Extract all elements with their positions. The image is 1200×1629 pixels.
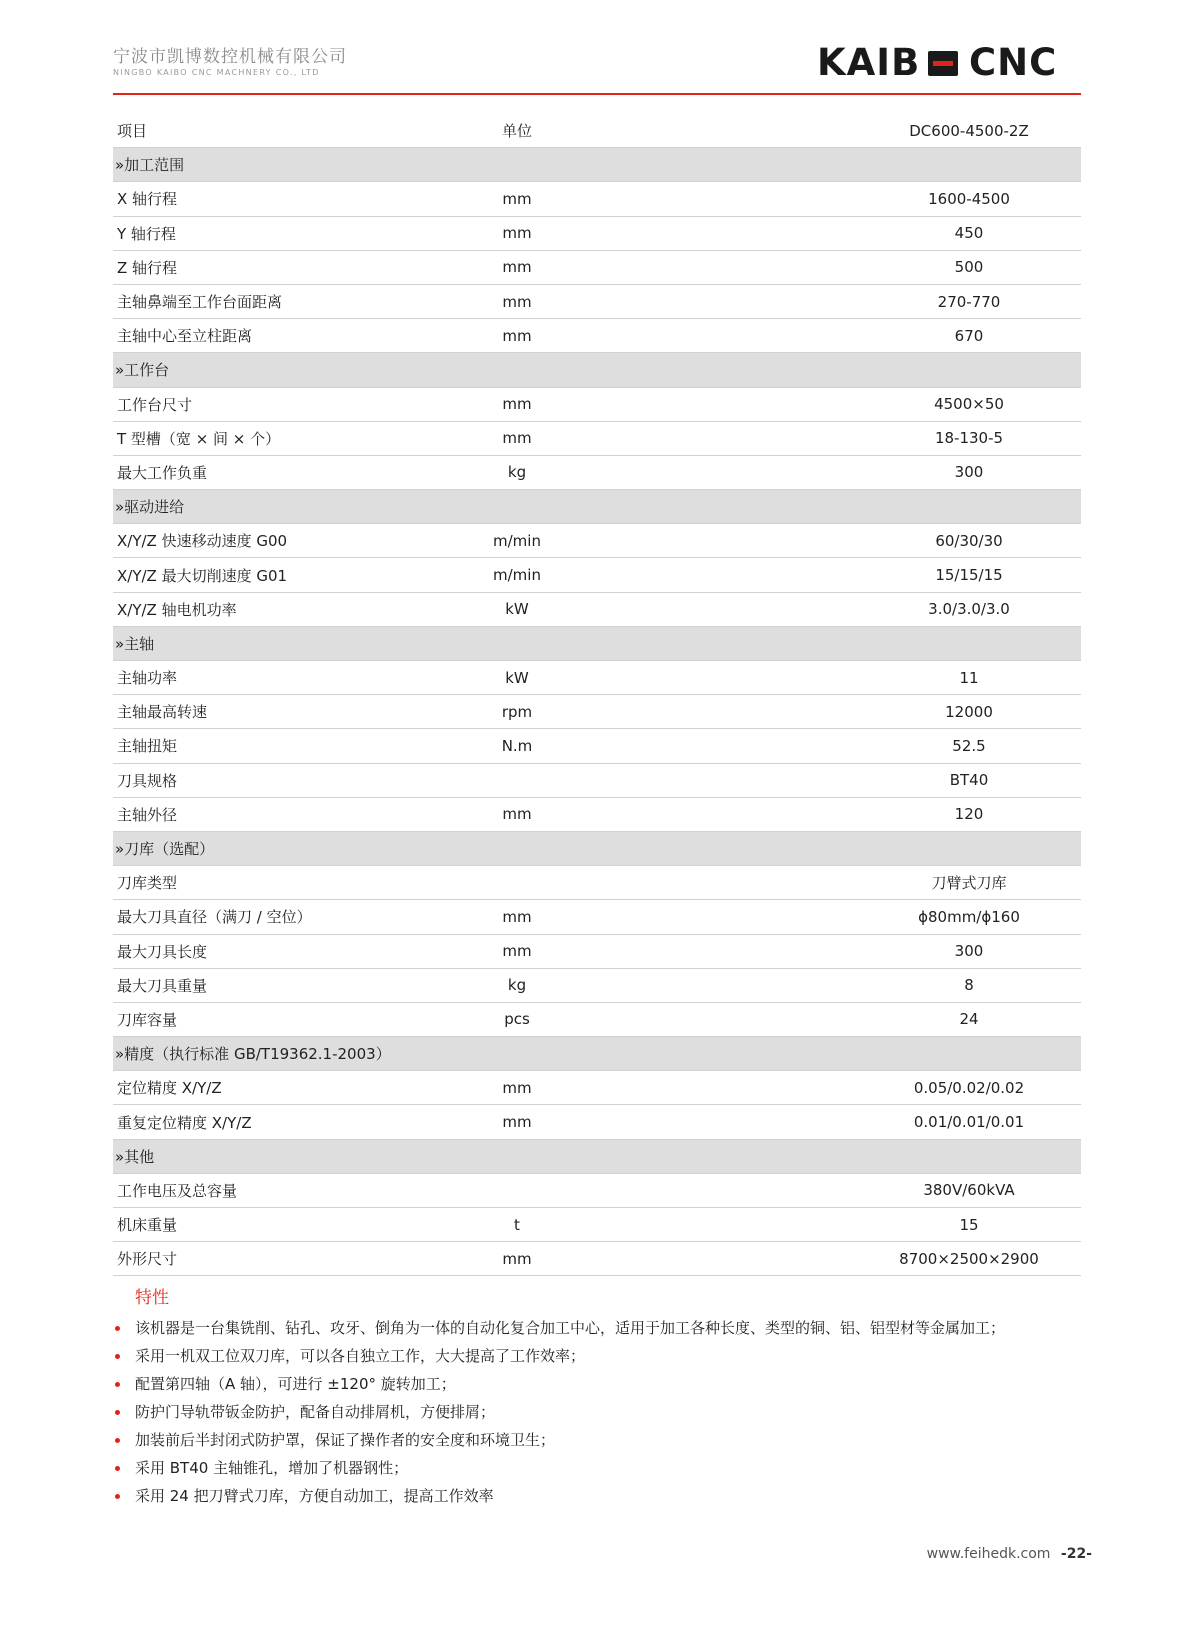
spec-unit: mm (417, 1071, 617, 1105)
spec-item: X 轴行程 (113, 182, 417, 216)
spec-value: 11 (617, 661, 1081, 695)
spec-unit: kg (417, 968, 617, 1002)
feature-text: 防护门导轨带钣金防护，配备自动排屑机，方便排屑； (135, 1403, 496, 1421)
bullet-icon (115, 1326, 120, 1331)
spec-value: 300 (617, 934, 1081, 968)
table-row (113, 900, 1081, 934)
section-fill (417, 1139, 617, 1173)
spec-item: X/Y/Z 轴电机功率 (113, 592, 417, 626)
feature-item (113, 1342, 1005, 1370)
spec-unit (417, 866, 617, 900)
spec-unit (417, 763, 617, 797)
section-label: »刀库（选配） (113, 831, 417, 865)
section-label: »驱动进给 (113, 490, 417, 524)
page-footer (927, 1546, 1092, 1562)
spec-item: Y 轴行程 (113, 216, 417, 250)
spec-item: 主轴中心至立柱距离 (113, 319, 417, 353)
table-row (113, 797, 1081, 831)
svg-text:CNC: CNC (969, 42, 1058, 82)
bullet-icon (115, 1382, 120, 1387)
spec-value: 500 (617, 250, 1081, 284)
spec-item: 刀库类型 (113, 866, 417, 900)
spec-value: 120 (617, 797, 1081, 831)
spec-value: 0.01/0.01/0.01 (617, 1105, 1081, 1139)
spec-item: 工作台尺寸 (113, 387, 417, 421)
section-header-row (113, 1037, 1081, 1071)
company-name-cn: 宁波市凯博数控机械有限公司 (113, 47, 347, 67)
spec-unit: mm (417, 797, 617, 831)
spec-item: X/Y/Z 快速移动速度 G00 (113, 524, 417, 558)
table-row (113, 695, 1081, 729)
kaibo-cnc-logo (817, 42, 1079, 82)
spec-unit: mm (417, 284, 617, 318)
section-header-row (113, 831, 1081, 865)
feature-item (113, 1482, 1005, 1510)
svg-text:KAIB: KAIB (817, 42, 921, 82)
spec-item: 最大工作负重 (113, 455, 417, 489)
table-row (113, 558, 1081, 592)
section-header-row (113, 148, 1081, 182)
table-row (113, 934, 1081, 968)
table-row (113, 866, 1081, 900)
section-fill (617, 626, 1081, 660)
spec-value: 15/15/15 (617, 558, 1081, 592)
feature-text: 该机器是一台集铣削、钻孔、攻牙、倒角为一体的自动化复合加工中心，适用于加工各种长度、类型的铜、铝、铝型材等金属加工； (135, 1319, 1006, 1337)
table-row (113, 968, 1081, 1002)
table-row (113, 524, 1081, 558)
section-label: »加工范围 (113, 148, 417, 182)
column-header-model: DC600-4500-2Z (617, 114, 1081, 148)
table-row (113, 455, 1081, 489)
spec-item: 主轴扭矩 (113, 729, 417, 763)
feature-text: 配置第四轴（A 轴），可进行 ±120° 旋转加工； (135, 1375, 456, 1393)
spec-value: 24 (617, 1002, 1081, 1036)
spec-value: 12000 (617, 695, 1081, 729)
spec-unit: kg (417, 455, 617, 489)
spec-item: 最大刀具直径（满刀 / 空位） (113, 900, 417, 934)
bullet-icon (115, 1354, 120, 1359)
spec-item: 刀库容量 (113, 1002, 417, 1036)
spec-unit: mm (417, 1105, 617, 1139)
spec-unit: kW (417, 661, 617, 695)
spec-item: 重复定位精度 X/Y/Z (113, 1105, 417, 1139)
spec-value: BT40 (617, 763, 1081, 797)
spec-unit: mm (417, 319, 617, 353)
spec-value: 270-770 (617, 284, 1081, 318)
spec-unit: rpm (417, 695, 617, 729)
spec-value: 0.05/0.02/0.02 (617, 1071, 1081, 1105)
spec-unit: mm (417, 421, 617, 455)
section-fill (617, 1037, 1081, 1071)
page-header (113, 38, 1079, 96)
table-row (113, 284, 1081, 318)
spec-unit: mm (417, 182, 617, 216)
spec-item: 最大刀具长度 (113, 934, 417, 968)
section-fill (617, 353, 1081, 387)
spec-item: T 型槽（宽 × 间 × 个） (113, 421, 417, 455)
spec-unit: mm (417, 387, 617, 421)
spec-item: 机床重量 (113, 1208, 417, 1242)
table-row (113, 1071, 1081, 1105)
spec-value: 8 (617, 968, 1081, 1002)
section-fill (617, 148, 1081, 182)
spec-unit: mm (417, 250, 617, 284)
spec-value: 450 (617, 216, 1081, 250)
section-header-row (113, 490, 1081, 524)
spec-value: 52.5 (617, 729, 1081, 763)
spec-unit: pcs (417, 1002, 617, 1036)
table-row (113, 216, 1081, 250)
feature-text: 采用一机双工位双刀库，可以各自独立工作，大大提高了工作效率； (135, 1347, 586, 1365)
website-url: www.feihedk.com (926, 1546, 1051, 1562)
table-header-row (113, 114, 1081, 148)
spec-value: 670 (617, 319, 1081, 353)
spec-item: 主轴最高转速 (113, 695, 417, 729)
spec-value: 18-130-5 (617, 421, 1081, 455)
column-header-unit: 单位 (417, 114, 617, 148)
section-fill (617, 831, 1081, 865)
feature-text: 加装前后半封闭式防护罩，保证了操作者的安全度和环境卫生； (135, 1431, 556, 1449)
spec-value: 8700×2500×2900 (617, 1242, 1081, 1276)
page-number: -22- (1060, 1546, 1092, 1562)
spec-value: 4500×50 (617, 387, 1081, 421)
table-row (113, 1002, 1081, 1036)
spec-item: 最大刀具重量 (113, 968, 417, 1002)
section-label: »其他 (113, 1139, 417, 1173)
section-fill (417, 831, 617, 865)
section-fill (417, 353, 617, 387)
section-fill (417, 1037, 617, 1071)
section-header-row (113, 626, 1081, 660)
section-fill (617, 490, 1081, 524)
spec-unit: t (417, 1208, 617, 1242)
feature-item (113, 1398, 1005, 1426)
spec-value: 15 (617, 1208, 1081, 1242)
header-divider (113, 93, 1081, 95)
spec-value: 3.0/3.0/3.0 (617, 592, 1081, 626)
column-header-item: 项目 (113, 114, 417, 148)
table-row (113, 661, 1081, 695)
section-fill (417, 626, 617, 660)
spec-item: 定位精度 X/Y/Z (113, 1071, 417, 1105)
table-row (113, 729, 1081, 763)
spec-item: 刀具规格 (113, 763, 417, 797)
spec-value: 60/30/30 (617, 524, 1081, 558)
table-row (113, 1173, 1081, 1207)
feature-item (113, 1426, 1005, 1454)
feature-item (113, 1454, 1005, 1482)
spec-item: 主轴功率 (113, 661, 417, 695)
table-row (113, 387, 1081, 421)
spec-unit: m/min (417, 524, 617, 558)
section-header-row (113, 1139, 1081, 1173)
bullet-icon (115, 1494, 120, 1499)
section-fill (417, 490, 617, 524)
spec-value: 300 (617, 455, 1081, 489)
feature-text: 采用 24 把刀臂式刀库，方便自动加工，提高工作效率 (135, 1487, 494, 1505)
spec-value: 刀臂式刀库 (617, 866, 1081, 900)
spec-item: 外形尺寸 (113, 1242, 417, 1276)
section-label: »主轴 (113, 626, 417, 660)
spec-item: Z 轴行程 (113, 250, 417, 284)
spec-unit: m/min (417, 558, 617, 592)
spec-unit: mm (417, 900, 617, 934)
spec-value: ϕ80mm/ϕ160 (617, 900, 1081, 934)
table-row (113, 250, 1081, 284)
table-row (113, 1105, 1081, 1139)
table-row (113, 182, 1081, 216)
section-fill (617, 1139, 1081, 1173)
spec-unit: mm (417, 1242, 617, 1276)
section-label: »工作台 (113, 353, 417, 387)
spec-unit: mm (417, 216, 617, 250)
table-row (113, 1242, 1081, 1276)
features-list (113, 1314, 1005, 1510)
bullet-icon (115, 1438, 120, 1443)
spec-unit: N.m (417, 729, 617, 763)
section-header-row (113, 353, 1081, 387)
spec-unit: mm (417, 934, 617, 968)
bullet-icon (115, 1410, 120, 1415)
table-row (113, 319, 1081, 353)
spec-item: X/Y/Z 最大切削速度 G01 (113, 558, 417, 592)
feature-item (113, 1314, 1005, 1342)
spec-item: 主轴鼻端至工作台面距离 (113, 284, 417, 318)
table-row (113, 763, 1081, 797)
bullet-icon (115, 1466, 120, 1471)
features-title: 特性 (135, 1288, 169, 1308)
spec-table (113, 114, 1081, 1276)
table-row (113, 421, 1081, 455)
spec-value: 380V/60kVA (617, 1173, 1081, 1207)
section-label: »精度（执行标准 GB/T19362.1-2003） (113, 1037, 417, 1071)
feature-item (113, 1370, 1005, 1398)
spec-unit (417, 1173, 617, 1207)
spec-item: 工作电压及总容量 (113, 1173, 417, 1207)
spec-item: 主轴外径 (113, 797, 417, 831)
spec-unit: kW (417, 592, 617, 626)
table-row (113, 1208, 1081, 1242)
spec-value: 1600-4500 (617, 182, 1081, 216)
section-fill (417, 148, 617, 182)
feature-text: 采用 BT40 主轴锥孔，增加了机器钢性； (135, 1459, 409, 1477)
table-row (113, 592, 1081, 626)
company-name-en: NINGBO KAIBO CNC MACHNERY CO., LTD (113, 68, 320, 77)
